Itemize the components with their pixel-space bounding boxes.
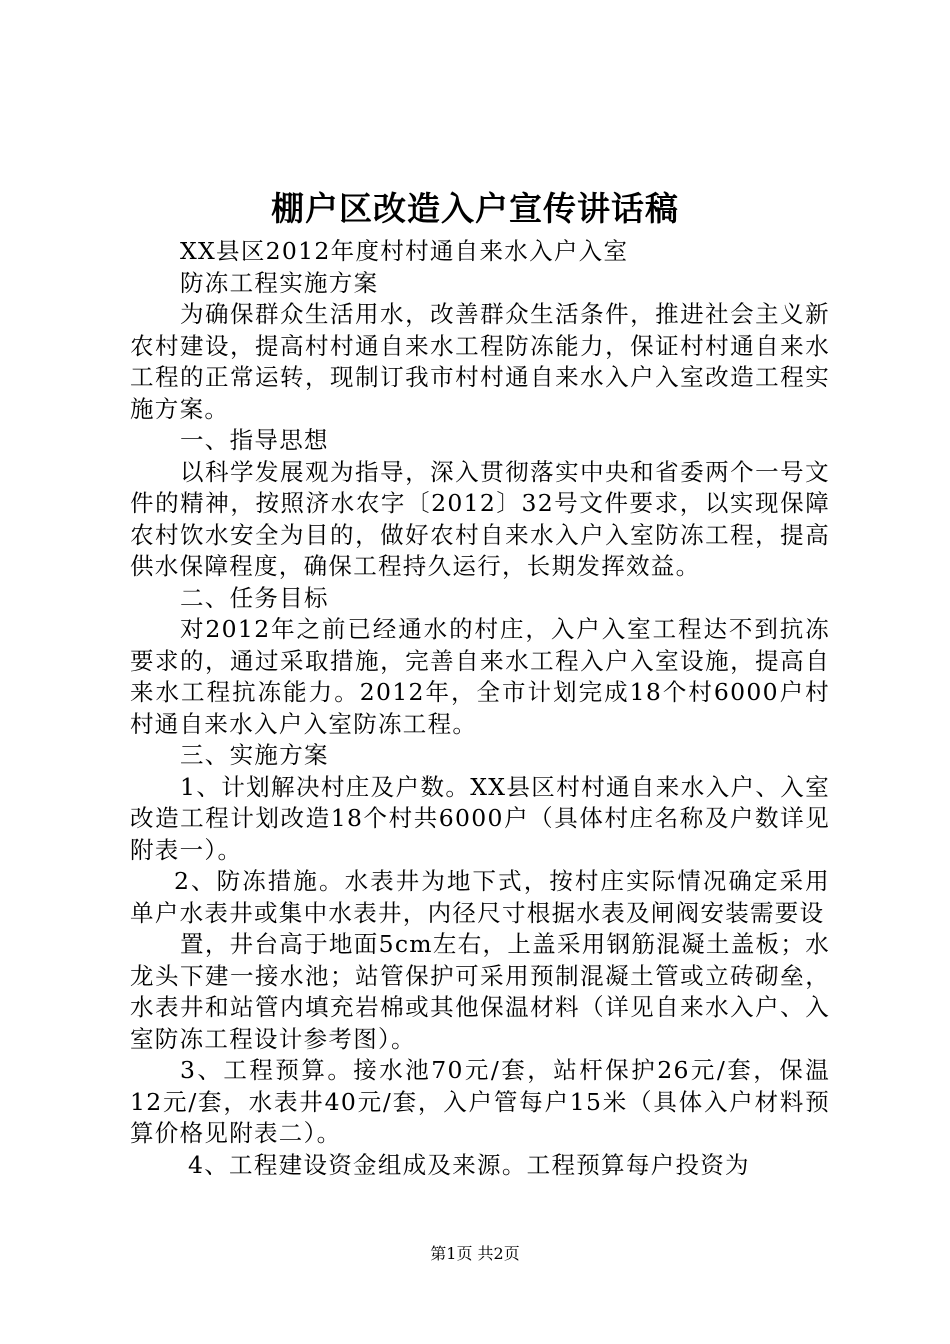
paragraph-item-3: 3、工程预算。接水池70元/套，站杆保护26元/套，保温12元/套，水表井40元/套，入户管每户15米（具体入户材料预算价格见附表二）。: [130, 1056, 830, 1147]
section-heading-3: 三、实施方案: [180, 741, 329, 769]
page-footer: 第1页 共2页: [430, 1244, 520, 1263]
paragraph-goals: 对2012年之前已经通水的村庄，入户入室工程达不到抗冻要求的，通过采取措施，完善自来水工程入户入室设施，提高自来水工程抗冻能力。2012年，全市计划完成18个村6000户村村通自来水入户入室防冻工程。: [130, 615, 830, 738]
section-heading-2: 二、任务目标: [180, 583, 329, 612]
document-title: 棚户区改造入户宣传讲话稿: [271, 189, 679, 228]
paragraph-intro: 为确保群众生活用水，改善群众生活条件，推进社会主义新农村建设，提高村村通自来水工程防冻能力，保证村村通自来水工程的正常运转，现制订我市村村通自来水入户入室改造工程实施方案。: [130, 300, 830, 423]
paragraph-item-2: 2、防冻措施。水表井为地下式，按村庄实际情况确定采用单户水表井或集中水表井，内径尺寸根据水表及闸阀安装需要设: [130, 867, 830, 927]
section-heading-1: 一、指导思想: [180, 426, 329, 454]
paragraph-item-4: 4、工程建设资金组成及来源。工程预算每户投资为: [188, 1150, 750, 1179]
paragraph-guiding: 以科学发展观为指导，深入贯彻落实中央和省委两个一号文件的精神，按照济水农字〔2012〕32号文件要求，以实现保障农村饮水安全为目的，做好农村自来水入户入室防冻工程，提高供水保障程度，确保工程持久运行，长期发挥效益。: [130, 457, 830, 580]
document-body: [130, 236, 830, 1181]
subtitle-line-1: XX县区2012年度村村通自来水入户入室: [180, 237, 629, 265]
subtitle-line-2: 防冻工程实施方案: [180, 268, 379, 297]
paragraph-item-2-cont: 置，井台高于地面5cm左右，上盖采用钢筋混凝土盖板；水龙头下建一接水池；站管保护可采用预制混凝土管或立砖砌垒，水表井和站管内填充岩棉或其他保温材料（详见自来水入户、入室防冻工程设计参考图）。: [130, 930, 830, 1053]
paragraph-item-1: 1、计划解决村庄及户数。XX县区村村通自来水入户、入室改造工程计划改造18个村共6000户（具体村庄名称及户数详见附表一）。: [130, 772, 830, 864]
